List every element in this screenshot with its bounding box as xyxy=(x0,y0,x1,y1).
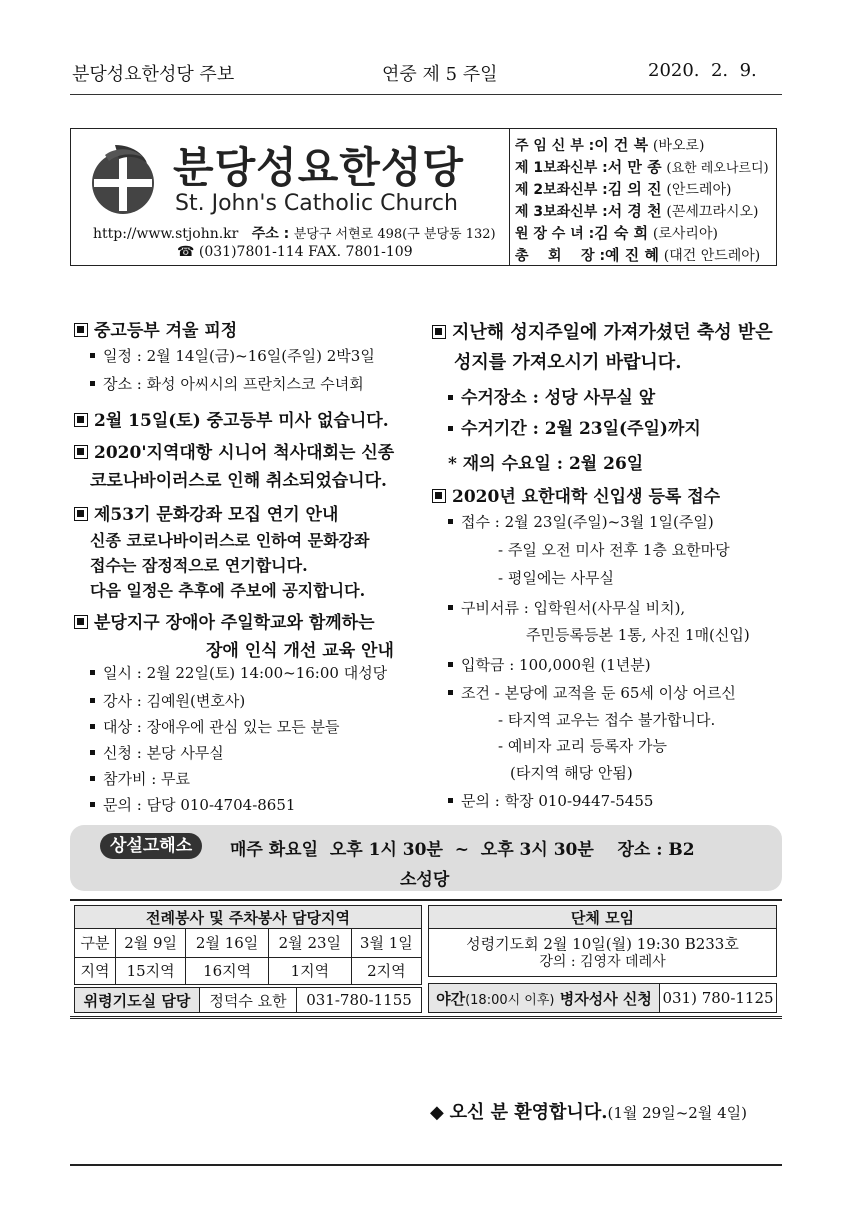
square-bullet-icon xyxy=(74,323,88,337)
night-sacrament-label xyxy=(429,984,660,1013)
staff-baptismal-name: (바오로) xyxy=(652,138,705,154)
confession-location-cont: 소성당 xyxy=(400,870,450,890)
list-item xyxy=(90,768,190,789)
square-bullet-icon xyxy=(74,507,88,521)
list-item-text: 문의 : 학장 010-9447-5455 xyxy=(461,792,654,810)
diamond-bullet-icon: ◆ xyxy=(430,1102,444,1123)
night-sacrament-table xyxy=(428,983,777,1013)
info-tables xyxy=(70,899,782,1019)
bullet-icon xyxy=(448,798,453,803)
notice-text: 접수는 잠정적으로 연기합니다. xyxy=(90,556,308,575)
list-item-text: 입학금 : 100,000원 (1년분) xyxy=(461,656,651,674)
staff-name: 서 만 종 xyxy=(607,158,662,176)
staff-row xyxy=(515,223,777,245)
list-item-text: 수거기간 : 2월 23일(주일)까지 xyxy=(461,419,701,439)
staff-row xyxy=(515,245,777,267)
staff-role: 제 3보좌신부 : xyxy=(515,204,608,220)
list-item-text: 수거장소 : 성당 사무실 앞 xyxy=(461,388,656,408)
ash-wednesday-note: * 재의 수요일 : 2월 26일 xyxy=(448,454,644,474)
confession-banner xyxy=(70,825,782,891)
notice-text: 신종 코로나바이러스로 인하여 문화강좌 xyxy=(90,531,370,550)
list-subitem: - 주일 오전 미사 전후 1층 요한마당 xyxy=(498,541,730,559)
list-item xyxy=(90,373,364,394)
church-title-english: St. John's Catholic Church xyxy=(175,191,458,216)
bullet-icon xyxy=(90,670,95,675)
square-bullet-icon xyxy=(74,615,88,629)
list-item-text: 신청 : 본당 사무실 xyxy=(103,744,224,762)
list-subitem: - 타지역 교우는 접수 불가합니다. xyxy=(498,711,716,729)
list-item xyxy=(90,690,245,711)
footer-divider xyxy=(70,1164,782,1166)
bullet-icon xyxy=(448,605,453,610)
staff-role: 제 2보좌신부 : xyxy=(515,182,608,198)
staff-list xyxy=(515,135,777,267)
staff-role: 원 장 수 녀 : xyxy=(515,226,595,242)
bullet-icon xyxy=(90,750,95,755)
table-cell: 지역 xyxy=(75,957,116,984)
list-item xyxy=(448,383,655,408)
group-lecture-line: 강의 : 김영자 데레사 xyxy=(539,953,666,970)
notice-disability-edu-title xyxy=(74,608,375,633)
bullet-icon xyxy=(90,802,95,807)
notice-john-college-title xyxy=(432,482,720,507)
confession-badge: 상설고해소 xyxy=(100,833,202,859)
list-item xyxy=(448,597,685,618)
staff-baptismal-name: (꼰세끄라시오) xyxy=(666,204,759,220)
staff-baptismal-name: (대건 안드레아) xyxy=(663,248,761,264)
notice-palm-return-title-cont: 성지를 가져오시기 바랍니다. xyxy=(454,352,682,373)
header-divider xyxy=(70,94,782,95)
list-item-text: 참가비 : 무료 xyxy=(103,770,191,788)
duty-schedule-table xyxy=(74,905,422,985)
bullet-icon xyxy=(90,776,95,781)
night-hours-text: (18:00시 이후) xyxy=(465,992,555,1008)
notice-culture-class-title xyxy=(74,500,338,525)
list-item-text: 일시 : 2월 22일(토) 14:00~16:00 대성당 xyxy=(103,664,388,682)
notice-title-text: 2020'지역대항 시니어 척사대회는 신종 xyxy=(94,443,395,463)
contact-line xyxy=(93,223,496,243)
notice-title-text: 분당지구 장애아 주일학교와 함께하는 xyxy=(94,613,375,633)
list-item xyxy=(90,742,224,763)
night-sacrament-phone: 031) 780-1125 xyxy=(660,984,777,1013)
list-item xyxy=(90,794,295,815)
masthead-logo-area xyxy=(71,129,510,265)
night-label-text: 야간 xyxy=(436,989,466,1008)
prayer-room-label: 위령기도실 담당 xyxy=(75,988,200,1013)
square-bullet-icon xyxy=(432,325,446,339)
list-item-text: 구비서류 : 입학원서(사무실 비치), xyxy=(461,599,686,617)
prayer-room-phone: 031-780-1155 xyxy=(297,988,422,1013)
list-item xyxy=(90,662,387,683)
notice-text: 다음 일정은 추후에 주보에 공지합니다. xyxy=(90,581,366,600)
bullet-icon xyxy=(448,662,453,667)
table-cell: 2지역 xyxy=(351,957,421,984)
list-item-text: 강사 : 김예원(변호사) xyxy=(103,692,246,710)
table-cell: 2월 23일 xyxy=(268,929,351,957)
list-subitem: 주민등록등본 1통, 사진 1매(신입) xyxy=(526,626,750,644)
list-subitem: - 예비자 교리 등록자 가능 xyxy=(498,737,668,755)
table-cell: 15지역 xyxy=(116,957,186,984)
staff-role: 주 임 신 부 : xyxy=(515,138,595,154)
notice-palm-return-title xyxy=(432,318,773,344)
notice-title-text: 지난해 성지주일에 가져가셨던 축성 받은 xyxy=(452,322,773,343)
liturgical-week: 연중 제 5 주일 xyxy=(382,64,498,85)
list-item xyxy=(448,511,714,532)
welcome-text: 오신 분 환영합니다. xyxy=(449,1102,608,1123)
staff-baptismal-name: (안드레아) xyxy=(666,182,732,198)
staff-name: 예 진 혜 xyxy=(605,246,659,264)
list-item xyxy=(448,654,651,675)
bullet-icon xyxy=(448,690,453,695)
list-item-text: 문의 : 담당 010-4704-8651 xyxy=(103,796,296,814)
staff-role: 제 1보좌신부 : xyxy=(515,160,608,176)
bullet-icon xyxy=(90,381,95,386)
table-cell: 3월 1일 xyxy=(351,929,421,957)
notice-youth-retreat-title xyxy=(74,316,237,341)
table-cell: 구분 xyxy=(75,929,116,957)
address-text: 분당구 서현로 498(구 분당동 132) xyxy=(293,227,496,242)
address-label: 주소 : xyxy=(251,226,290,242)
bullet-icon xyxy=(448,519,453,524)
church-title-korean: 분당성요한성당 xyxy=(173,143,465,192)
square-bullet-icon xyxy=(74,445,88,459)
list-item xyxy=(448,682,736,703)
table-cell: 16지역 xyxy=(186,957,269,984)
masthead xyxy=(70,128,777,266)
staff-row xyxy=(515,179,777,201)
list-item-text: 일정 : 2월 14일(금)~16일(주일) 2박3일 xyxy=(103,347,375,365)
bullet-icon xyxy=(90,698,95,703)
staff-row xyxy=(515,135,777,157)
staff-baptismal-name: (요한 레오나르디) xyxy=(666,161,769,176)
bullet-icon xyxy=(90,353,95,358)
list-subitem: (타지역 해당 안됨) xyxy=(510,764,633,782)
notice-title-text: 제53기 문화강좌 모집 연기 안내 xyxy=(94,505,339,525)
list-item-text: 장소 : 화성 아씨시의 프란치스코 수녀회 xyxy=(103,375,364,393)
bulletin-name: 분당성요한성당 주보 xyxy=(72,64,235,85)
staff-name: 김 숙 희 xyxy=(594,224,649,242)
notice-senior-event-title-cont: 코로나바이러스로 인해 취소되었습니다. xyxy=(90,471,387,491)
square-bullet-icon xyxy=(74,413,88,427)
confession-schedule: 매주 화요일 오후 1시 30분 ~ 오후 3시 30분 장소 : B2 xyxy=(230,840,695,860)
sacrament-label-text: 병자성사 신청 xyxy=(559,989,652,1008)
staff-baptismal-name: (로사리아) xyxy=(652,226,718,242)
square-bullet-icon xyxy=(432,489,446,503)
group-meeting-table xyxy=(428,905,777,977)
staff-name: 서 경 천 xyxy=(607,202,662,220)
church-logo-icon xyxy=(85,141,161,217)
notice-senior-event-title xyxy=(74,438,394,463)
list-item-text: 접수 : 2월 23일(주일)~3월 1일(주일) xyxy=(461,513,714,531)
list-item xyxy=(448,414,701,439)
bullet-icon xyxy=(448,395,453,400)
bullet-icon xyxy=(90,724,95,729)
website-link[interactable]: http://www.stjohn.kr xyxy=(93,226,239,242)
list-item-text: 대상 : 장애우에 관심 있는 모든 분들 xyxy=(103,718,340,736)
notice-title-text: 2월 15일(토) 중고등부 미사 없습니다. xyxy=(94,411,389,431)
notice-title-text: 중고등부 겨울 피정 xyxy=(94,321,238,341)
group-table-title: 단체 모임 xyxy=(429,906,777,929)
list-subitem: - 평일에는 사무실 xyxy=(498,569,615,587)
notice-disability-edu-title-cont: 장애 인식 개선 교육 안내 xyxy=(206,641,394,661)
staff-name: 김 의 진 xyxy=(607,180,662,198)
staff-role: 총 회 장 : xyxy=(515,248,606,264)
group-meeting-cell xyxy=(429,929,777,977)
welcome-note xyxy=(430,1098,747,1124)
list-item-text: 조건 - 본당에 교적을 둔 65세 이상 어르신 xyxy=(461,684,736,702)
notice-youth-mass-title xyxy=(74,406,389,431)
staff-name: 이 건 복 xyxy=(594,136,649,154)
list-item xyxy=(90,716,340,737)
welcome-period: (1월 29일~2월 4일) xyxy=(607,1104,747,1122)
prayer-room-name: 정덕수 요한 xyxy=(200,988,297,1013)
bullet-icon xyxy=(448,426,453,431)
bulletin-date: 2020. 2. 9. xyxy=(648,60,757,81)
phone-line: ☎ (031)7801-114 FAX. 7801-109 xyxy=(177,244,413,260)
table-cell: 1지역 xyxy=(268,957,351,984)
list-item xyxy=(90,345,375,366)
prayer-room-table xyxy=(74,987,422,1013)
group-meeting-line: 성령기도회 2월 10일(월) 19:30 B233호 xyxy=(466,934,739,953)
table-cell: 2월 9일 xyxy=(116,929,186,957)
notice-title-text: 2020년 요한대학 신입생 등록 접수 xyxy=(452,487,721,507)
table-cell: 2월 16일 xyxy=(186,929,269,957)
duty-table-title: 전례봉사 및 주차봉사 담당지역 xyxy=(75,906,422,929)
staff-row xyxy=(515,157,777,179)
list-item xyxy=(448,790,653,811)
staff-row xyxy=(515,201,777,223)
